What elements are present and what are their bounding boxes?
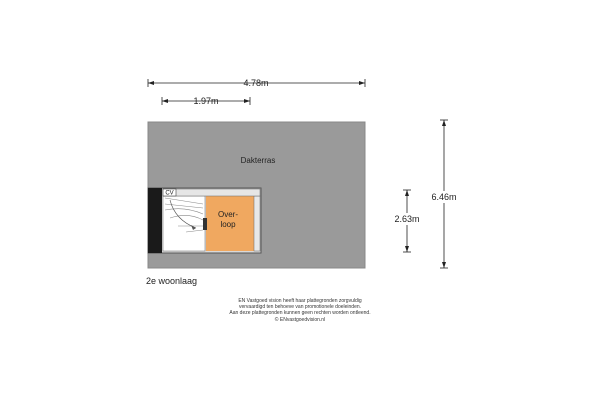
disclaimer-line: EN Vastgoed vision heeft haar plattegronden zorgvuldig bbox=[238, 298, 362, 304]
floor-label: 2e woonlaag bbox=[146, 276, 198, 286]
dimension-total-depth bbox=[430, 120, 458, 268]
dimension-partial-width-label: 1.97m bbox=[193, 96, 219, 106]
disclaimer bbox=[150, 298, 450, 323]
cv-label: CV bbox=[165, 190, 174, 197]
stair-enclosure bbox=[148, 188, 261, 253]
disclaimer-line: © ENvastgoedvision.nl bbox=[274, 316, 326, 323]
disclaimer-line: vervaardigd ten behoeve van promotionele doeleinden. bbox=[238, 304, 362, 311]
landing-label-line2: loop bbox=[220, 220, 236, 229]
landing-label-line1: Over- bbox=[218, 210, 238, 219]
dimension-total-depth-label: 6.46m bbox=[431, 192, 457, 202]
dimension-partial-depth-label: 2.63m bbox=[394, 214, 420, 224]
dimension-partial-depth bbox=[393, 190, 421, 252]
roof-terrace-label: Dakterras bbox=[240, 156, 276, 165]
dimension-total-width bbox=[148, 78, 365, 88]
disclaimer-line: Aan deze plattegronden kunnen geen rechten worden ontleend. bbox=[229, 310, 371, 317]
dimension-partial-width bbox=[162, 96, 250, 106]
dimension-total-width-label: 4.78m bbox=[243, 78, 269, 88]
